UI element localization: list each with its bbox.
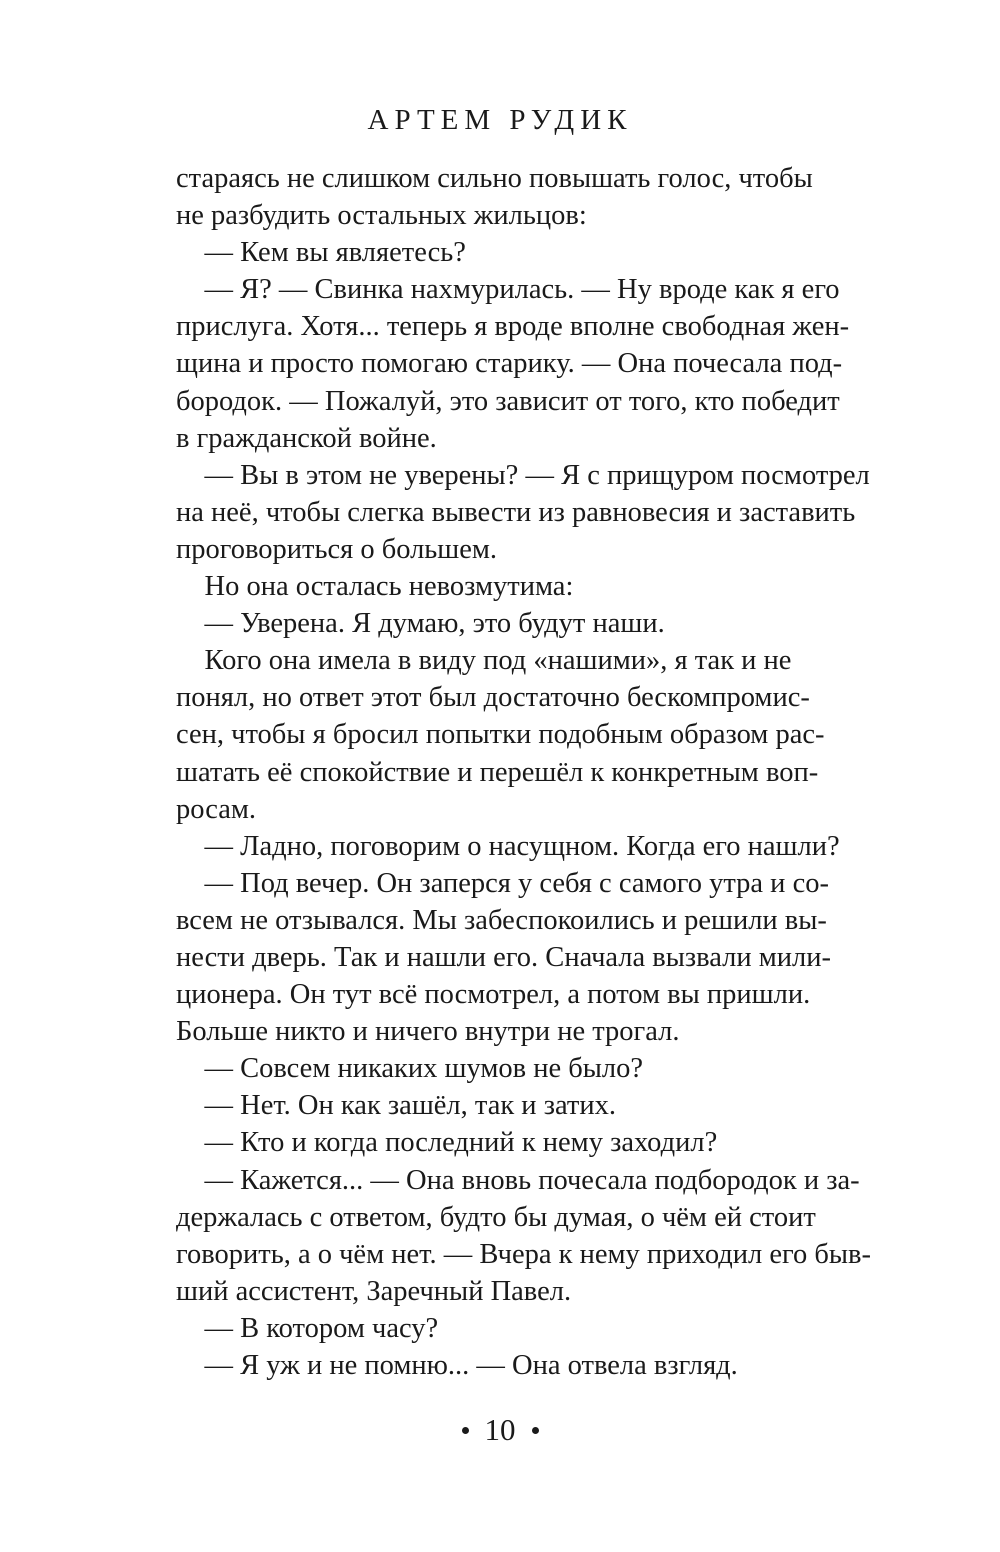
text-line: росам. — [176, 793, 257, 825]
text-line: Кого она имела в виду под «нашими», я так и не — [176, 645, 792, 677]
text-line: нести дверь. Так и нашли его. Сначала вызвали мили- — [176, 941, 831, 973]
running-head: АРТЕМ РУДИК — [367, 104, 633, 136]
bullet-icon — [462, 1427, 469, 1434]
text-line: — Я? — Свинка нахмурилась. — Ну вроде как я его — [176, 274, 840, 306]
text-line: — Вы в этом не уверены? — Я с прищуром посмотрел — [176, 459, 870, 491]
text-line: всем не отзывался. Мы забеспокоились и решили вы- — [176, 904, 827, 936]
text-line: — Уверена. Я думаю, это будут наши. — [176, 608, 665, 640]
text-line: Но она осталась невозмутима: — [176, 571, 574, 603]
page-number: 10 — [484, 1412, 516, 1447]
text-line: шатать её спокойствие и перешёл к конкретным воп- — [176, 756, 819, 788]
text-line: Больше никто и ничего внутри не трогал. — [176, 1016, 680, 1048]
text-line: — Нет. Он как зашёл, так и затих. — [176, 1090, 616, 1122]
text-line: щина и просто помогаю старику. — Она почесала под- — [176, 348, 843, 380]
text-line: держалась с ответом, будто бы думая, о чём ей стоит — [176, 1201, 816, 1233]
text-line: — Кажется... — Она вновь почесала подбородок и за- — [176, 1164, 860, 1196]
text-line: понял, но ответ этот был достаточно бескомпромис- — [176, 682, 810, 714]
text-line: на неё, чтобы слегка вывести из равновесия и заставить — [176, 496, 856, 528]
text-line: — Я уж и не помню... — Она отвела взгляд. — [176, 1350, 738, 1381]
text-line: говорить, а о чём нет. — Вчера к нему приходил его быв- — [176, 1238, 871, 1270]
text-line: — Ладно, поговорим о насущном. Когда его нашли? — [176, 830, 840, 862]
body-text — [176, 160, 902, 1384]
text-line: бородок. — Пожалуй, это зависит от того, кто победит — [176, 385, 840, 417]
text-line: ший ассистент, Заречный Павел. — [176, 1275, 572, 1307]
text-line: прислуга. Хотя... теперь я вроде вполне свободная жен- — [176, 311, 850, 343]
text-line: проговориться о большем. — [176, 533, 498, 565]
text-line: стараясь не слишком сильно повышать голос, чтобы — [176, 163, 813, 194]
text-line: — Совсем никаких шумов не было? — [176, 1053, 644, 1085]
bullet-icon — [532, 1427, 539, 1434]
text-line: — Под вечер. Он заперся у себя с самого утра и со- — [176, 867, 829, 899]
page-number-footer — [0, 1408, 1000, 1452]
text-line: сен, чтобы я бросил попытки подобным образом рас- — [176, 719, 825, 751]
text-line: — Кем вы являетесь? — [176, 237, 466, 269]
text-line: в гражданской войне. — [176, 422, 437, 454]
text-line: ционера. Он тут всё посмотрел, а потом вы пришли. — [176, 979, 811, 1011]
text-line: не разбудить остальных жильцов: — [176, 200, 587, 232]
text-line: — В котором часу? — [176, 1312, 439, 1344]
text-line: — Кто и когда последний к нему заходил? — [176, 1127, 718, 1159]
